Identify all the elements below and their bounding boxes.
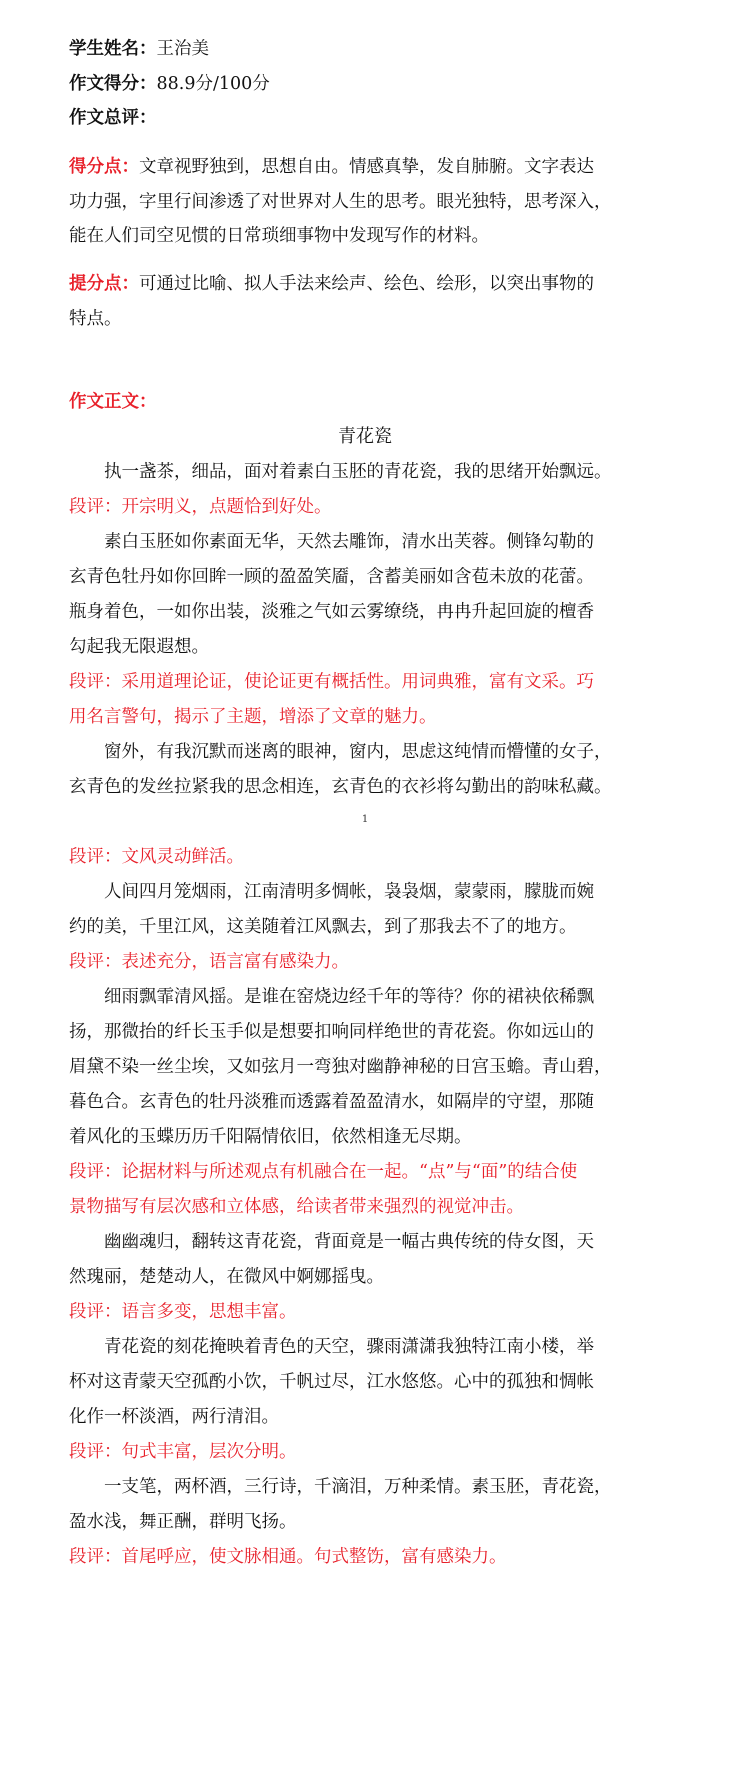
essay-line: 人间四月笼烟雨，江南清明多惆帐，袅袅烟，蒙蒙雨，朦胧而婉 — [104, 882, 594, 902]
paragraph-comment: 段评：句式丰富，层次分明。 — [69, 1442, 297, 1462]
score-points-line-3: 能在人们司空见惯的日常琐细事物中发现写作的材料。 — [69, 226, 489, 246]
paragraph-comment: 段评：表述充分，语言富有感染力。 — [69, 952, 349, 972]
essay-line: 窗外，有我沉默而迷离的眼神，窗内，思虑这纯情而懵懂的女子， — [104, 742, 612, 762]
essay-line: 暮色合。玄青色的牡丹淡雅而透露着盈盈清水，如隔岸的守望，那随 — [69, 1092, 594, 1112]
essay-line: 杯对这青蒙天空孤酌小饮，千帆过尽，江水悠悠。心中的孤独和惆帐 — [69, 1372, 594, 1392]
essay-line: 扬，那微抬的纤长玉手似是想要扣响同样绝世的青花瓷。你如远山的 — [69, 1022, 594, 1042]
student-name-label: 学生姓名： — [69, 39, 157, 59]
essay-line: 玄青色牡丹如你回眸一顾的盈盈笑靥，含蓄美丽如含苞未放的花蕾。 — [69, 567, 594, 587]
essay-line: 瓶身着色，一如你出装，淡雅之气如云雾缭绕，冉冉升起回旋的檀香 — [69, 602, 594, 622]
essay-line: 青花瓷的刻花掩映着青色的天空，骤雨潇潇我独特江南小楼，举 — [104, 1337, 594, 1357]
essay-line: 执一盏茶，细品，面对着素白玉胚的青花瓷，我的思绪开始飘远。 — [104, 462, 612, 482]
paragraph-comment: 段评：语言多变，思想丰富。 — [69, 1302, 297, 1322]
essay-line: 盈水浅，舞正酬，群明飞扬。 — [69, 1512, 297, 1532]
student-name-value: 王治美 — [156, 39, 209, 59]
essay-score-line — [69, 65, 669, 103]
paragraph-comment: 用名言警句，揭示了主题，增添了文章的魅力。 — [69, 707, 437, 727]
essay-line: 然瑰丽，楚楚动人，在微风中婀娜摇曳。 — [69, 1267, 384, 1287]
score-points-label: 得分点： — [69, 157, 139, 177]
score-points-line-1 — [69, 148, 669, 186]
paragraph-comment: 段评：文风灵动鲜活。 — [69, 847, 244, 867]
essay-line: 细雨飘霏清风摇。是谁在窑烧边经千年的等待？你的裙袂依稀飘 — [104, 987, 594, 1007]
student-name-line — [69, 30, 669, 68]
essay-line: 勾起我无限遐想。 — [69, 637, 209, 657]
essay-score-label: 作文得分： — [69, 74, 157, 94]
improve-points-label: 提分点： — [69, 274, 139, 294]
score-points-line-2: 功力强，字里行间渗透了对世界对人生的思考。眼光独特，思考深入， — [69, 192, 612, 212]
page-number: 1 — [361, 814, 369, 825]
essay-line: 眉黛不染一丝尘埃，又如弦月一弯独对幽静神秘的日宫玉蟾。青山碧， — [69, 1057, 612, 1077]
essay-body-label: 作文正文： — [69, 392, 157, 412]
paragraph-comment: 景物描写有层次感和立体感，给读者带来强烈的视觉冲击。 — [69, 1197, 524, 1217]
essay-score-value: 88.9分/100分 — [156, 74, 270, 94]
improve-points-line-2: 特点。 — [69, 309, 122, 329]
paragraph-comment: 段评：采用道理论证，使论证更有概括性。用词典雅，富有文采。巧 — [69, 672, 594, 692]
improve-points-text: 可通过比喻、拟人手法来绘声、绘色、绘形，以突出事物的 — [139, 274, 594, 294]
paragraph-comment: 段评：首尾呼应，使文脉相通。句式整饬，富有感染力。 — [69, 1547, 507, 1567]
essay-line: 幽幽魂归，翻转这青花瓷，背面竟是一幅古典传统的侍女图，天 — [104, 1232, 594, 1252]
score-points-text: 文章视野独到，思想自由。情感真挚，发自肺腑。文字表达 — [139, 157, 594, 177]
essay-line: 玄青色的发丝拉紧我的思念相连，玄青色的衣衫将勾勤出的韵味私藏。 — [69, 777, 612, 797]
essay-line: 着风化的玉蝶历历千阳隔情依旧，依然相逢无尽期。 — [69, 1127, 472, 1147]
overall-review-label: 作文总评： — [69, 108, 157, 128]
paragraph-comment: 段评：论据材料与所述观点有机融合在一起。“点”与“面”的结合使 — [69, 1162, 578, 1182]
essay-line: 一支笔，两杯酒，三行诗，千滴泪，万种柔情。素玉胚，青花瓷， — [104, 1477, 612, 1497]
improve-points-line-1 — [69, 265, 669, 303]
essay-line: 化作一杯淡酒，两行清泪。 — [69, 1407, 279, 1427]
essay-line: 约的美，千里江风，这美随着江风飘去，到了那我去不了的地方。 — [69, 917, 577, 937]
essay-line: 素白玉胚如你素面无华，天然去雕饰，清水出芙蓉。侧锋勾勒的 — [104, 532, 594, 552]
essay-title: 青花瓷 — [338, 426, 392, 447]
paragraph-comment: 段评：开宗明义，点题恰到好处。 — [69, 497, 332, 517]
